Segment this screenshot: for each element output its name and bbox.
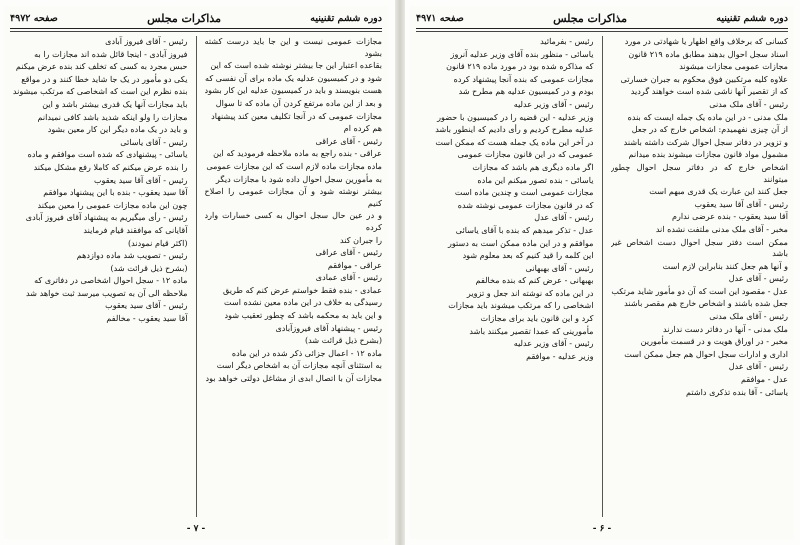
right-header-page-number: صفحه ۴۹۷۱ xyxy=(416,12,464,24)
right-page xyxy=(410,6,794,539)
text-line: و تزویر در دفاتر سجل احوال شرکت داشته باشند xyxy=(623,136,788,147)
text-line: اسناد سجل احوال بدهند مطابق ماده ۲۱۹ قانون xyxy=(628,48,788,59)
text-line: عدلیه مطرح کردیم و رأی دادیم که اینطور باشد xyxy=(435,124,594,135)
text-line: مجازات آن با اتصال ابدی از مشاغل دولتی خواهد بود xyxy=(205,373,382,384)
text-line: رئیس - آقای وزیر عدلیه xyxy=(513,338,594,349)
text-line: رئیس - آقای عراقی xyxy=(315,135,382,146)
left-page-column-divider xyxy=(196,36,197,517)
left-page xyxy=(4,6,388,539)
right-page-header xyxy=(416,10,788,26)
text-line: رئیس - آقای وزیر عدلیه xyxy=(513,98,594,109)
text-line: آقا سید یعقوب - بنده با این پیشنهاد موافقم xyxy=(43,187,188,198)
right-page-column-right xyxy=(611,36,789,517)
text-line: هست بنویسند و باید در کمیسیون عدلیه این کار بشود xyxy=(204,85,382,96)
text-line: یکی دو مأمور در یک جا شاید خطا کنند و در مواقع xyxy=(21,73,188,84)
text-line: جعل کنند این عبارت یک قدری مبهم است xyxy=(649,186,788,197)
text-line: رسیدگی به خلاف در این ماده معین نشده است xyxy=(224,297,382,308)
text-line: حبس مجرد به کسی که تخلف کند بنده عرض میکنم xyxy=(15,61,188,72)
left-page-column-left xyxy=(10,36,188,517)
text-line: عدل - موافقم xyxy=(741,374,788,385)
text-line: که مذاکره شده بود در مورد ماده ۲۱۹ قانون xyxy=(446,61,594,72)
right-page-column-divider xyxy=(602,36,603,517)
text-line: آقا سید یعقوب - بنده عرضی ندارم xyxy=(671,211,788,222)
text-line: رئیس - آقای یاسائی xyxy=(120,136,188,147)
text-line: و این باید به محکمه باشد که چطور تعقیب شود xyxy=(224,310,382,321)
text-line: رئیس - آقای فیروز آبادی xyxy=(105,36,188,46)
text-line: مجازات عمومی که در آنجا تکلیف معین کند پیشنهاد xyxy=(211,110,382,121)
text-line: آقایانی که موافقند قیام فرمایند xyxy=(83,224,188,235)
text-line: رئیس - آقای آقا سید یعقوب xyxy=(93,174,188,185)
text-line: کرد و این قانون باید برای مجازات xyxy=(480,313,594,324)
left-header-title: مذاکرات مجلس xyxy=(147,11,221,25)
text-line: رئیس - آقای ملک مدنی xyxy=(709,98,788,109)
text-line: عراقی - بنده راجع به ماده ملاحظه فرمودید که این xyxy=(213,148,382,159)
text-line: رئیس - آقای عدل xyxy=(728,361,788,372)
text-line: این کلمه را قید کنیم که بعد معلوم شود xyxy=(462,250,594,261)
text-line: و بعد از این ماده مرتفع کردن آن ماده که تا سوال xyxy=(215,97,382,108)
text-line: مشمول مواد قانون مجازات میشوند بنده میدانم xyxy=(628,149,788,160)
text-line: ماده ۱۲ - سجل احوال اشخاصی در دفاتری که xyxy=(34,275,188,286)
text-line: مأمورینی که عمدا تقصیر میکنند باشد xyxy=(469,325,594,336)
text-line: از آن چیزی نفهمیدم: اشخاص خارج که در جعل xyxy=(631,124,788,135)
text-line: رئیس - آقای آقا سید یعقوب xyxy=(694,198,788,209)
text-line: و باید در یک ماده دیگر این کار معین بشود xyxy=(47,124,188,135)
text-line: ملاحظه الی آن به تصویب میرسد ثبت خواهد شد xyxy=(25,287,188,298)
text-line: عمومی که در این قانون مجازات عمومی xyxy=(457,149,594,160)
text-line: بهبهانی - عرض کنم که بنده مخالفم xyxy=(475,275,594,286)
text-line: عدل - مقصود این است که آن دو مأمور شاید مرتکب xyxy=(611,285,788,296)
text-line: ماده ۱۲ - اعمال جزائی ذکر شده در این ماده xyxy=(231,347,382,358)
left-page-header xyxy=(10,10,382,26)
text-line: در آخر این ماده یک جمله هست که ممکن است xyxy=(435,136,594,147)
text-line: ماده مجازات ماده لازم است که این مجازات عمومی xyxy=(206,160,382,171)
text-line: علاوه کلیه مرتکبین فوق محکوم به جبران خسارتی xyxy=(620,73,788,84)
text-line: و در عین حال سجل احوال به کسی خسارات وارد کرده xyxy=(204,210,382,232)
text-line: رئیس - آقای عمادی xyxy=(315,272,382,283)
text-line: به مأمورین سجل احوال داده شود با مجازات دیگر xyxy=(215,173,382,184)
text-line: رئیس - آقای بهبهانی xyxy=(525,262,594,273)
text-line: رئیس - رأی میگیریم به پیشنهاد آقای فیروز آبادی xyxy=(25,212,188,223)
text-line: ممکن است دفتر سجل احوال دست اشخاص غیر باشد xyxy=(610,236,788,259)
text-line: جعل شده باشند و اشخاص خارج هم مقصر باشند xyxy=(624,298,788,309)
text-line: بودم و در کمیسیون عدلیه هم مطرح شد xyxy=(458,86,594,97)
text-line: مجازات عمومی که بنده آنجا پیشنهاد کرده xyxy=(453,73,594,84)
right-header-title: مذاکرات مجلس xyxy=(553,11,627,25)
text-line: چون این ماده مجازات عمومی را معین میکند xyxy=(37,199,188,210)
text-line: بنده نظرم این است که اشخاصی که مرتکب میشوند xyxy=(12,86,188,97)
text-line: وزیر عدلیه - این قضیه را در کمیسیون با حضور xyxy=(437,111,594,122)
left-header-session: دوره ششم تقنینیه xyxy=(310,12,382,24)
text-line: مجازات را ولو اینکه شدید باشد کافی نمیدانم xyxy=(37,111,188,122)
text-line: یاسائی - آقا بنده تذکری داشتم xyxy=(686,386,788,397)
text-line: در این ماده که نوشته اند جعل و تزویر xyxy=(466,287,594,298)
text-line: اشخاصی را که مرتکب میشوند باید مجازات xyxy=(448,300,594,311)
text-line: موافقم و در این ماده ممکن است به دستور xyxy=(447,237,594,248)
right-page-column-left xyxy=(416,36,594,517)
text-line: را بنده عرض میکنم که کاملا رفع مشکل میکند xyxy=(33,161,188,172)
text-line: مجازات عمومی است و چندین ماده است xyxy=(454,187,594,198)
text-line: یاسائی - منظور بنده آقای وزیر عدلیه آنروز xyxy=(450,48,594,59)
text-line: رئیس - آقای عدل xyxy=(728,273,788,284)
text-line: یاسائی - پیشنهادی که شده است موافقم و ماده xyxy=(27,149,188,160)
text-line: وزیر عدلیه - موافقم xyxy=(526,350,594,361)
text-line: اشخاص خارج که در دفاتر سجل احوال چطور میتوانند xyxy=(610,161,788,184)
text-line: رئیس - آقای ملک مدنی xyxy=(709,311,788,322)
left-header-rule xyxy=(10,28,382,29)
text-line: رئیس - بفرمائید xyxy=(540,36,594,46)
right-header-rule-thin xyxy=(416,31,788,32)
right-header-session: دوره ششم تقنینیه xyxy=(716,12,788,24)
text-line: عراقی - موافقم xyxy=(327,259,382,270)
text-line: رئیس - آقای عدل xyxy=(534,212,594,223)
right-page-columns xyxy=(416,36,788,517)
text-line: رئیس - پیشنهاد آقای فیروزآبادی xyxy=(275,322,382,333)
text-line: یاسائی - بنده تصور میکنم این ماده xyxy=(477,174,594,185)
text-line: به استثنای آنچه مجازات آن به اشخاص دیگر است xyxy=(216,360,382,371)
text-line: ملک مدنی - آنها در دفاتر دست ندارند xyxy=(663,323,788,334)
text-line: ملک مدنی - در این ماده یک جمله ایست که بنده xyxy=(627,111,788,122)
text-line: اگر ماده دیگری هم باشد که مجازات xyxy=(472,161,594,172)
text-line: رئیس - تصویب شد ماده دوازدهم xyxy=(76,250,188,261)
text-line: که از تقصیر آنها ناشی شده است خواهند گردید xyxy=(630,86,788,97)
right-header-rule xyxy=(416,28,788,29)
text-line: هم کرده ام xyxy=(343,123,382,134)
text-line: باید مجازات آنها یک قدری بیشتر باشد و این xyxy=(42,98,188,109)
book-gutter xyxy=(395,0,405,545)
text-line: (اکثر قیام نمودند) xyxy=(128,237,188,248)
text-line: بقاعده اعتبار این جا بیشتر نوشته شده است که این xyxy=(210,60,382,71)
right-page-footer: - ۶ - xyxy=(592,524,612,534)
text-line: را جبران کند xyxy=(340,234,382,245)
text-line: کسانی که برخلاف واقع اظهار یا شهادتی در مورد xyxy=(624,36,788,46)
text-line: مخبر - آقای ملک مدنی ملتفت نشده اند xyxy=(655,223,788,234)
left-header-page-number: صفحه ۴۹۷۲ xyxy=(10,12,58,24)
text-line: بیشتر نوشته شود و آن مجازات عمومی را اصلاح کنیم xyxy=(204,186,382,208)
left-page-column-right xyxy=(205,36,383,517)
left-page-columns xyxy=(10,36,382,517)
text-line: رئیس - آقای عراقی xyxy=(315,247,382,258)
text-line: آقا سید یعقوب - مخالفم xyxy=(106,313,188,324)
text-line: اداری و ادارات سجل احوال هم جعل ممکن است xyxy=(624,348,788,359)
text-line: رئیس - آقای سید یعقوب xyxy=(105,300,188,311)
text-line: که در قانون مجازات عمومی نوشته شده xyxy=(457,199,594,210)
text-line: (بشرح ذیل قرائت شد) xyxy=(110,262,188,273)
text-line: عمادی - بنده فقط خواستم عرض کنم که طریق xyxy=(223,284,382,295)
text-line: مجازات عمومی مجازات میشوند xyxy=(679,61,788,72)
text-line: (بشرح ذیل قرائت شد) xyxy=(305,335,382,346)
text-line: فیروز آبادی - اینجا قائل شده اند مجازات را به xyxy=(34,48,188,59)
left-page-footer: - ۷ - xyxy=(186,524,206,534)
text-line: و آنها هم جعل کنند بنابراین لازم است xyxy=(662,260,788,271)
text-line: عدل - تذکر میدهم که بنده با آقای یاسائی xyxy=(455,224,594,235)
text-line: شود و در کمیسیون عدلیه یک ماده برای آن نفسی که xyxy=(205,72,382,83)
text-line: مجازات عمومی نیست و این جا باید درست کشته بشود xyxy=(204,36,382,58)
left-header-rule-thin xyxy=(10,31,382,32)
text-line: مخبر - در اوراق هویت و در قسمت مأمورین xyxy=(640,336,788,347)
